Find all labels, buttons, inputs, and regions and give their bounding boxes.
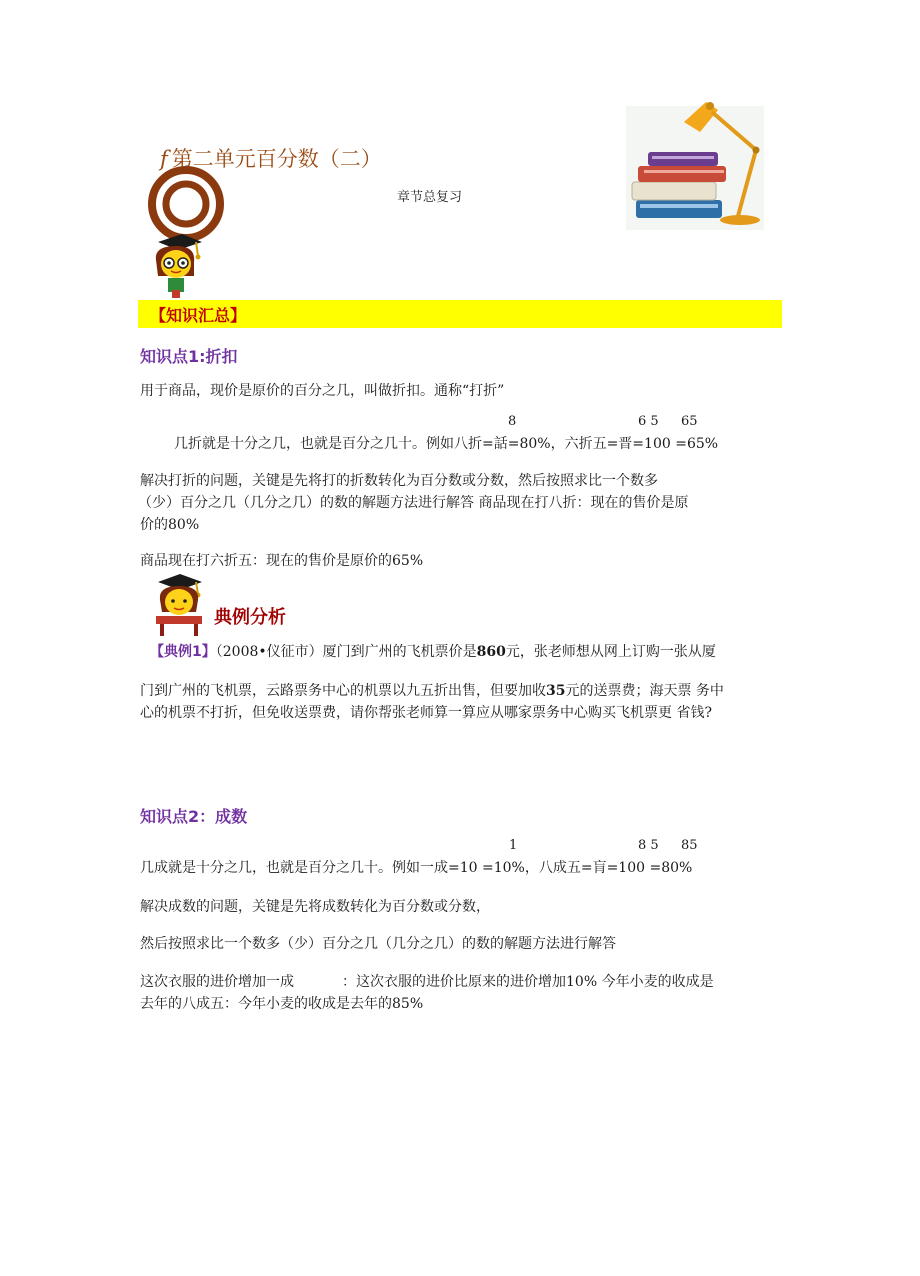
kp2-line5: 去年的八成五：今年小麦的收成是去年的85%	[140, 996, 424, 1012]
kp1-heading: 知识点1:折扣	[140, 347, 238, 366]
kp1-line5: 价的80%	[140, 517, 200, 533]
kp1-line2: 几折就是十分之几，也就是百分之几十。例如八折=話=80%，六折五=晋=100 =65%	[174, 436, 719, 452]
kp2-frac-numerator-a: 1	[509, 838, 518, 853]
example-line3: 心的机票不打折，但免收送票费，请你帮张老师算一算应从哪家票务中心购买飞机票更 省钱?	[140, 705, 712, 721]
kp2-line1: 几成就是十分之几，也就是百分之几十。例如一成=10 =10%，八成五=肓=100 =80%	[140, 860, 693, 876]
kp1-frac-numerator-c: 65	[681, 414, 698, 429]
student-desk-icon	[150, 572, 206, 638]
example-line1: 【典例1】（2008•仪征市）厦门到广州的飞机票价是860元，张老师想从网上订购一张从厦	[150, 644, 716, 660]
kp1-line1: 用于商品，现价是原价的百分之几，叫做折扣。通称“打折”	[140, 383, 505, 399]
example-heading: 典例分析	[214, 607, 286, 628]
kp1-line4: （少）百分之几（几分之几）的数的解题方法进行解答 商品现在打八折：现在的售价是原	[138, 495, 689, 511]
kp1-frac-numerator-a: 8	[508, 414, 517, 429]
title-text: 第二单元百分数（二）	[171, 147, 382, 171]
books-lamp-illustration	[626, 96, 766, 232]
student-cartoon-icon	[148, 232, 204, 300]
page-subtitle: 章节总复习	[397, 190, 463, 205]
knowledge-summary-banner	[138, 300, 782, 328]
kp2-heading: 知识点2：成数	[140, 807, 248, 826]
kp2-line3: 然后按照求比一个数多（少）百分之几（几分之几）的数的解题方法进行解答	[140, 936, 616, 952]
title-prefix: f	[160, 147, 168, 171]
kp2-frac-numerator-b: 8 5	[638, 838, 659, 853]
kp2-line2: 解决成数的问题，关键是先将成数转化为百分数或分数，	[140, 899, 490, 915]
banner-label: 【知识汇总】	[150, 306, 247, 325]
example-line2: 门到广州的飞机票，云路票务中心的机票以九五折出售，但要加收35元的送票费；海天票 务中	[140, 683, 724, 699]
kp2-line4: 这次衣服的进价增加一成 ：这次衣服的进价比原来的进价增加10% 今年小麦的收成是	[140, 974, 714, 990]
example-tag: 【典例1】	[150, 644, 216, 660]
kp1-line3: 解决打折的问题，关键是先将打的折数转化为百分数或分数，然后按照求比一个数多	[140, 473, 658, 489]
kp1-line6: 商品现在打六折五：现在的售价是原价的65%	[140, 553, 424, 569]
kp2-frac-numerator-c: 85	[681, 838, 698, 853]
kp1-frac-numerator-b: 6 5	[638, 414, 659, 429]
